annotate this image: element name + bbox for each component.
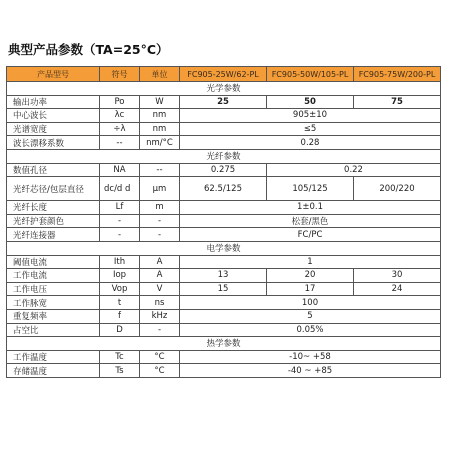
header-cell-model-75w: FC905-75W/200-PL bbox=[354, 67, 441, 82]
param-value-all: -10~ +58 bbox=[180, 350, 441, 364]
table-row bbox=[7, 163, 441, 177]
param-unit: kHz bbox=[140, 309, 180, 323]
header-cell-model: 产品型号 bbox=[7, 67, 100, 82]
param-value-all: FC/PC bbox=[180, 228, 441, 242]
table-row bbox=[7, 282, 441, 296]
param-name: 光谱宽度 bbox=[7, 122, 100, 136]
param-unit: μm bbox=[140, 177, 180, 201]
param-symbol: dc/d d bbox=[100, 177, 140, 201]
param-value-all: 1±0.1 bbox=[180, 201, 441, 215]
param-name: 波长漂移系数 bbox=[7, 136, 100, 150]
param-unit: nm/°C bbox=[140, 136, 180, 150]
param-value-75w: 30 bbox=[354, 269, 441, 283]
table-row bbox=[7, 95, 441, 109]
param-name: 光纤连接器 bbox=[7, 228, 100, 242]
param-value-50w: 105/125 bbox=[267, 177, 354, 201]
table-row bbox=[7, 122, 441, 136]
param-name: 工作电压 bbox=[7, 282, 100, 296]
table-row bbox=[7, 269, 441, 283]
param-name: 光纤护套颜色 bbox=[7, 214, 100, 228]
section-row-thermal bbox=[7, 337, 441, 351]
table-row bbox=[7, 214, 441, 228]
param-name: 数值孔径 bbox=[7, 163, 100, 177]
param-value-75w: 200/220 bbox=[354, 177, 441, 201]
table-header-row bbox=[7, 67, 441, 82]
section-row-electrical bbox=[7, 241, 441, 255]
param-value-all: 0.28 bbox=[180, 136, 441, 150]
param-name: 中心波长 bbox=[7, 109, 100, 123]
param-symbol: - bbox=[100, 228, 140, 242]
param-value-50w: 17 bbox=[267, 282, 354, 296]
param-value-75w: 75 bbox=[354, 95, 441, 109]
param-unit: - bbox=[140, 228, 180, 242]
param-name: 重复频率 bbox=[7, 309, 100, 323]
param-unit: °C bbox=[140, 350, 180, 364]
header-cell-model-50w: FC905-50W/105-PL bbox=[267, 67, 354, 82]
param-value-all: -40 ~ +85 bbox=[180, 364, 441, 378]
param-value-all: 5 bbox=[180, 309, 441, 323]
param-value-75w: 24 bbox=[354, 282, 441, 296]
param-symbol: t bbox=[100, 296, 140, 310]
param-symbol: ÷λ bbox=[100, 122, 140, 136]
param-unit: - bbox=[140, 323, 180, 337]
param-symbol: Ts bbox=[100, 364, 140, 378]
table-row bbox=[7, 350, 441, 364]
param-name: 工作温度 bbox=[7, 350, 100, 364]
table-row bbox=[7, 255, 441, 269]
param-symbol: f bbox=[100, 309, 140, 323]
table-row bbox=[7, 177, 441, 201]
section-row-optical bbox=[7, 82, 441, 96]
section-title-electrical: 电学参数 bbox=[7, 241, 441, 255]
param-unit: ns bbox=[140, 296, 180, 310]
section-row-fiber bbox=[7, 149, 441, 163]
param-value-25w: 25 bbox=[180, 95, 267, 109]
param-unit: - bbox=[140, 214, 180, 228]
param-name: 光纤芯径/包层直径 bbox=[7, 177, 100, 201]
param-name: 光纤长度 bbox=[7, 201, 100, 215]
param-symbol: - bbox=[100, 214, 140, 228]
param-unit: A bbox=[140, 269, 180, 283]
param-symbol: Vop bbox=[100, 282, 140, 296]
param-name: 占空比 bbox=[7, 323, 100, 337]
param-unit: m bbox=[140, 201, 180, 215]
param-value-all: 905±10 bbox=[180, 109, 441, 123]
param-value-all: 松套/黑色 bbox=[180, 214, 441, 228]
section-title-thermal: 热学参数 bbox=[7, 337, 441, 351]
param-value-25w: 13 bbox=[180, 269, 267, 283]
param-unit: nm bbox=[140, 109, 180, 123]
param-value-all: 1 bbox=[180, 255, 441, 269]
param-symbol: -- bbox=[100, 136, 140, 150]
param-symbol: Lf bbox=[100, 201, 140, 215]
table-row bbox=[7, 323, 441, 337]
param-symbol: Ith bbox=[100, 255, 140, 269]
table-row bbox=[7, 136, 441, 150]
param-value-50w-75w: 0.22 bbox=[267, 163, 441, 177]
param-value-25w: 15 bbox=[180, 282, 267, 296]
param-symbol: λc bbox=[100, 109, 140, 123]
param-name: 工作脉宽 bbox=[7, 296, 100, 310]
param-unit: A bbox=[140, 255, 180, 269]
param-name: 输出功率 bbox=[7, 95, 100, 109]
param-value-50w: 50 bbox=[267, 95, 354, 109]
header-cell-unit: 单位 bbox=[140, 67, 180, 82]
param-symbol: NA bbox=[100, 163, 140, 177]
param-unit: -- bbox=[140, 163, 180, 177]
param-value-25w: 0.275 bbox=[180, 163, 267, 177]
spec-table bbox=[6, 66, 441, 378]
param-value-all: 100 bbox=[180, 296, 441, 310]
param-name: 阈值电流 bbox=[7, 255, 100, 269]
header-cell-symbol: 符号 bbox=[100, 67, 140, 82]
table-row bbox=[7, 109, 441, 123]
table-row bbox=[7, 201, 441, 215]
param-symbol: Po bbox=[100, 95, 140, 109]
table-row bbox=[7, 364, 441, 378]
section-title-fiber: 光纤参数 bbox=[7, 149, 441, 163]
param-unit: nm bbox=[140, 122, 180, 136]
param-name: 存储温度 bbox=[7, 364, 100, 378]
param-symbol: D bbox=[100, 323, 140, 337]
param-value-25w: 62.5/125 bbox=[180, 177, 267, 201]
param-unit: W bbox=[140, 95, 180, 109]
header-cell-model-25w: FC905-25W/62-PL bbox=[180, 67, 267, 82]
param-symbol: Tc bbox=[100, 350, 140, 364]
table-row bbox=[7, 228, 441, 242]
param-value-all: 0.05% bbox=[180, 323, 441, 337]
param-symbol: Iop bbox=[100, 269, 140, 283]
table-row bbox=[7, 309, 441, 323]
param-value-all: ≤5 bbox=[180, 122, 441, 136]
table-row bbox=[7, 296, 441, 310]
page-title: 典型产品参数（TA=25°C） bbox=[8, 42, 169, 57]
param-unit: °C bbox=[140, 364, 180, 378]
param-unit: V bbox=[140, 282, 180, 296]
param-name: 工作电流 bbox=[7, 269, 100, 283]
section-title-optical: 光学参数 bbox=[7, 82, 441, 96]
param-value-50w: 20 bbox=[267, 269, 354, 283]
